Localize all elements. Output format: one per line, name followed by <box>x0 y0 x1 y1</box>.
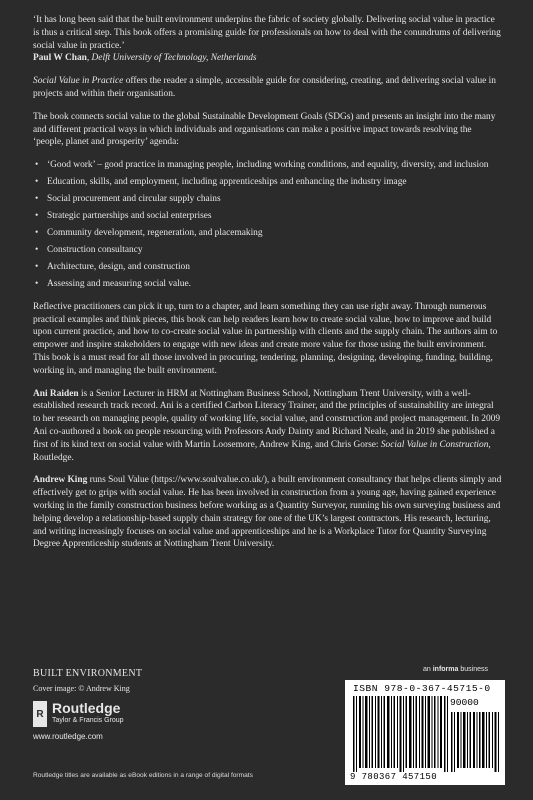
quote-author-name: Paul W Chan <box>33 53 87 64</box>
list-item: • Community development, regeneration, and placemaking <box>47 227 503 240</box>
quote-text: ‘It has long been said that the built environment underpins the fabric of society globally. Delivering social value in practice is thus a critical step. This book offers a promising guide for professionals on how to deal with the conundrums of delivering social value in practice.’ <box>33 15 501 51</box>
bio-book-title: Social Value in Construction <box>380 439 489 450</box>
reflective-paragraph: Reflective practitioners can pick it up, turn to a chapter, and learn something they can use right away. Through numerous practical examples and think pieces, this book can help readers learn how to create social value, how to improve and build upon current practice, and how to co-create social value in partnership with clients and the supply chain. The authors aim to empower and inspire stakeholders to engage with new ideas and create more value for those using the built environment. This book is a must read for all those involved in procuring, tendering, planning, designing, developing, funding, building, working in, and managing the built environment. <box>33 301 498 376</box>
publisher-group: Taylor & Francis Group <box>52 717 124 724</box>
list-item: • Social procurement and circular supply chains <box>47 193 503 206</box>
category-label: BUILT ENVIRONMENT <box>33 668 143 679</box>
list-item: • Education, skills, and employment, including apprenticeships and enhancing the industry image <box>47 176 503 189</box>
routledge-logo <box>33 701 253 727</box>
author-name: Andrew King <box>33 475 88 486</box>
informa-suffix: business <box>458 666 488 673</box>
author-name: Ani Raiden <box>33 388 79 399</box>
routledge-logo-icon: R <box>33 701 47 727</box>
publisher-block <box>33 668 253 741</box>
ebook-note: Routledge titles are available as eBook editions in a range of digital formats <box>33 772 253 779</box>
author-bio-king <box>33 474 503 551</box>
cover-text <box>33 14 503 561</box>
intro-paragraph <box>33 75 503 101</box>
informa-prefix: an <box>423 666 433 673</box>
list-item: • Architecture, design, and construction <box>47 261 503 274</box>
publisher-website: www.routledge.com <box>33 732 103 741</box>
informa-brand: informa <box>432 666 459 673</box>
publisher-name: Routledge <box>52 700 121 716</box>
isbn-number: ISBN 978-0-367-45715-0 <box>353 683 491 694</box>
informa-label <box>423 666 488 673</box>
connects-paragraph: The book connects social value to the global Sustainable Development Goals (SDGs) and presents an insight into the many and different practical ways in which individuals and organisations can make a positive impact towards resolving the ‘people, planet and prosperity’ agenda: <box>33 111 496 148</box>
bio-text: is a Senior Lecturer in HRM at Nottingham Business School, Nottingham Trent University, with a well-established research track record. Ani is a certified Carbon Literacy Trainer, and the principles of sustainability are integral to her research on managing people, quality of working life, social value, and construction and project management. In 2009 Ani co-authored a book on people resourcing with Professors Andy Dainty and Richard Neale, and in 2019 she published a first of its kind text on social value with Martin Loosemore, Andrew King, and Chris Gorse: <box>33 388 501 450</box>
intro-book-title: Social Value in Practice <box>33 76 124 87</box>
intro-text: offers the reader a simple, accessible guide for considering, creating, and delivering social value in projects and within their organisation. <box>33 76 496 99</box>
list-item: • ‘Good work’ – good practice in managing people, including working conditions, and equality, diversity, and inclusion <box>47 159 503 172</box>
list-item: • Assessing and measuring social value. <box>47 278 503 291</box>
isbn-barcode <box>345 680 505 785</box>
bio-text: runs Soul Value (https://www.soulvalue.co.uk/), a built environment consultancy that helps clients simply and effectively get to grips with social value. He has been involved in construction from a young age, having gained experience working in the family construction business before working as a Quantity Surveyor, running his own surveying business and helping develop a relationship-based supply chain strategy for one of the UK’s largest contractors. His research, lecturing, and writing increasingly focuses on social value and apprenticeships and he is a Workplace Tutor for Quantity Surveying Degree Apprenticeship students at Nottingham Trent University. <box>33 475 502 550</box>
list-item: • Construction consultancy <box>47 244 503 257</box>
quote-author-affiliation: Delft University of Technology, Netherlands <box>91 53 257 64</box>
price-code: 90000 <box>450 697 479 708</box>
ean-number: 9 780367 457150 <box>350 772 438 782</box>
endorsement-quote: ‘It has long been said that the built environment underpins the fabric of society globally. Delivering social value in practice is thus a critical step. This book offers a promising guide for professionals on how to deal with the conundrums of delivering social value in practice.’ Paul W Chan, Delft University of Technology, Netherlands <box>33 15 501 64</box>
topics-list <box>33 159 503 291</box>
list-item: • Strategic partnerships and social enterprises <box>47 210 503 223</box>
bio-publisher: , Routledge. <box>33 439 491 463</box>
author-bio-raiden <box>33 388 503 465</box>
cover-credit: Cover image: © Andrew King <box>33 684 130 693</box>
